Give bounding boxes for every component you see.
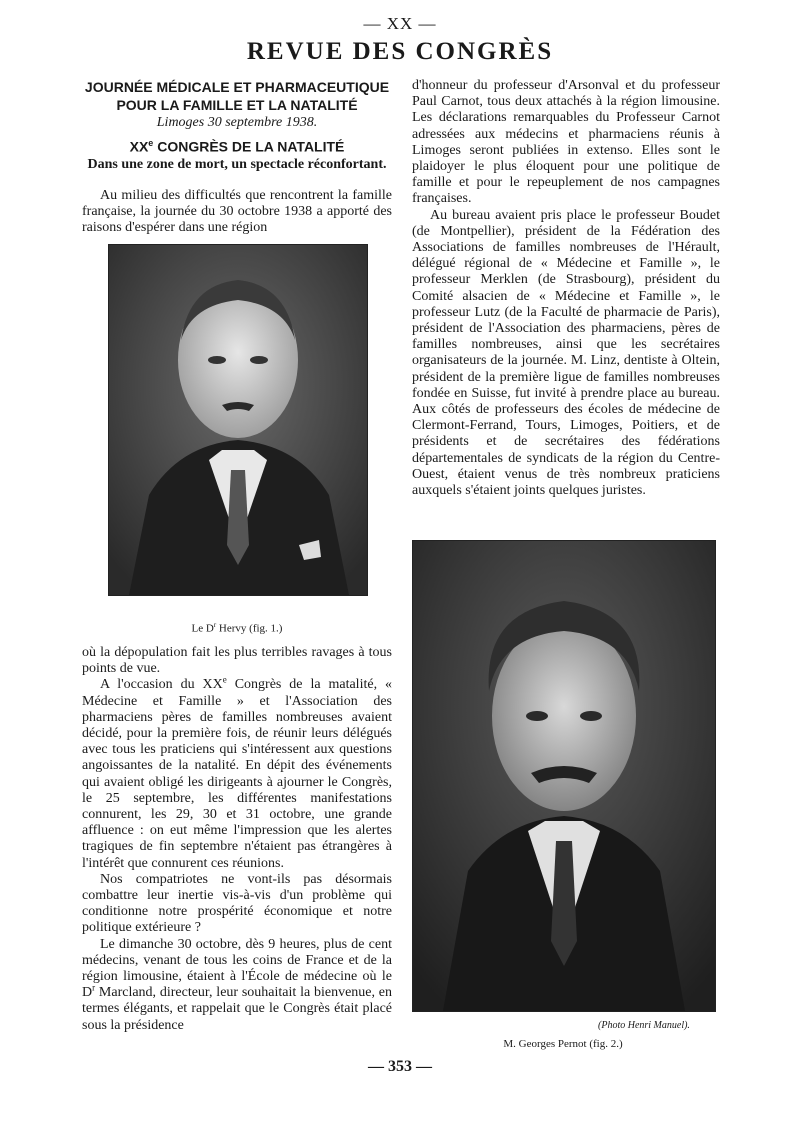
article-title-line-1: JOURNÉE MÉDICALE ET PHARMACEUTIQUE (84, 79, 390, 95)
figure-2-photo-credit: (Photo Henri Manuel). (598, 1020, 690, 1031)
right-paragraph-2: Au bureau avaient pris place le professeur Boudet (de Montpellier), président de la Fédération des Associations de familles nombreuses de l'Hérault, délégué régional de « Médecine et Famille », le professeur Merklen (de Strasbourg), président du Comité alsacien de « Médecine et Famille », le professeur Lutz (de la Faculté de pharmacie de Paris), président de l'Association des pharmaciens, pères de familles nombreuses, ainsi que les secrétaires organisateurs de la journée. M. Linz, dentiste à Oltein, président de la première ligue de familles nombreuses fondée en Suisse, fut invité à prendre place au bureau. Aux côtés de professeurs des écoles de médecine de Clermont-Ferrand, Tours, Limoges, Poitiers, et de présidents et de secrétaires des fédérations départementales de syndicats de la région du Centre-Ouest, étaient venus de très nombreux praticiens auxquels s'étaient joints quelques juristes. (412, 207, 720, 499)
portrait-illustration-pernot (413, 541, 715, 1011)
journal-title: REVUE DES CONGRÈS (246, 38, 554, 65)
page-number: — 353 — (368, 1058, 432, 1075)
portrait-photo-hervy (108, 244, 368, 596)
left-column-continued (82, 645, 392, 1034)
portrait-illustration-hervy (109, 245, 367, 595)
place-date: Limoges 30 septembre 1938. (156, 115, 318, 130)
left-paragraph-2: A l'occasion du XXe Congrès de la matalité, « Médecine et Famille » et l'Association des pharmaciens pères de familles nombreuses avaient décidé, pour la première fois, de réunir leurs délégués avec tous les praticiens qui s'intéressent aux questions angoissantes de la natalité. En dépit des événements qui avaient obligé les dirigeants à ajourner le Congrès, le 25 septembre, les différentes manifestations connurent, les 29, 30 et 31 octobre, une grande affluence : on eut même l'impression que les alertes tragiques de fin septembre n'étaient pas étrangères à l'intérêt que connurent ces réunions. (82, 674, 393, 871)
article-subtitle: Dans une zone de mort, un spectacle réconfortant. (87, 156, 387, 172)
left-column (82, 78, 392, 236)
running-head: — XX — (363, 14, 437, 33)
left-paragraph-3: Nos compatriotes ne vont-ils pas désormais combattre leur inertie vis-à-vis d'un problème qui conditionne notre prospérité économique et notre politique extérieure ? (82, 871, 392, 936)
figure-2-caption: M. Georges Pernot (fig. 2.) (503, 1038, 623, 1050)
article-title-line-2: POUR LA FAMILLE ET LA NATALITÉ (116, 97, 358, 113)
left-paragraph-1: où la dépopulation fait les plus terribles ravages à tous points de vue. (82, 645, 392, 677)
left-intro-paragraph: Au milieu des difficultés que rencontrent la famille française, la journée du 30 octobre 1938 a apporté des raisons d'espérer dans une région (82, 187, 392, 236)
right-paragraph-1: d'honneur du professeur d'Arsonval et du professeur Paul Carnot, tous deux attachés à la région limousine. Les déclarations remarquables du Professeur Carnot adressées aux médecins et pharmaciens réunis à Limoges seront publiées in extenso. Elles sont le plaidoyer le plus éloquent pour une politique de famille et pour le repeuplement de nos campagnes françaises. (412, 78, 720, 207)
left-paragraph-4: Le dimanche 30 octobre, dès 9 heures, plus de cent médecins, venant de tous les coins de France et de la région limousine, étaient à l'École de médecine où le $D^r$ Marcland, directeur, leur souhaitait la bienvenue, en termes élégants, et rappelait que le Congrès était placé sous la présidence (82, 936, 392, 1033)
portrait-photo-pernot (412, 540, 716, 1012)
figure-1-caption: Le $D^r$ Hervy (fig. 1.) (191, 621, 283, 635)
congress-title: XXe CONGRÈS DE LA NATALITÉ (129, 138, 345, 155)
right-column (412, 78, 720, 499)
